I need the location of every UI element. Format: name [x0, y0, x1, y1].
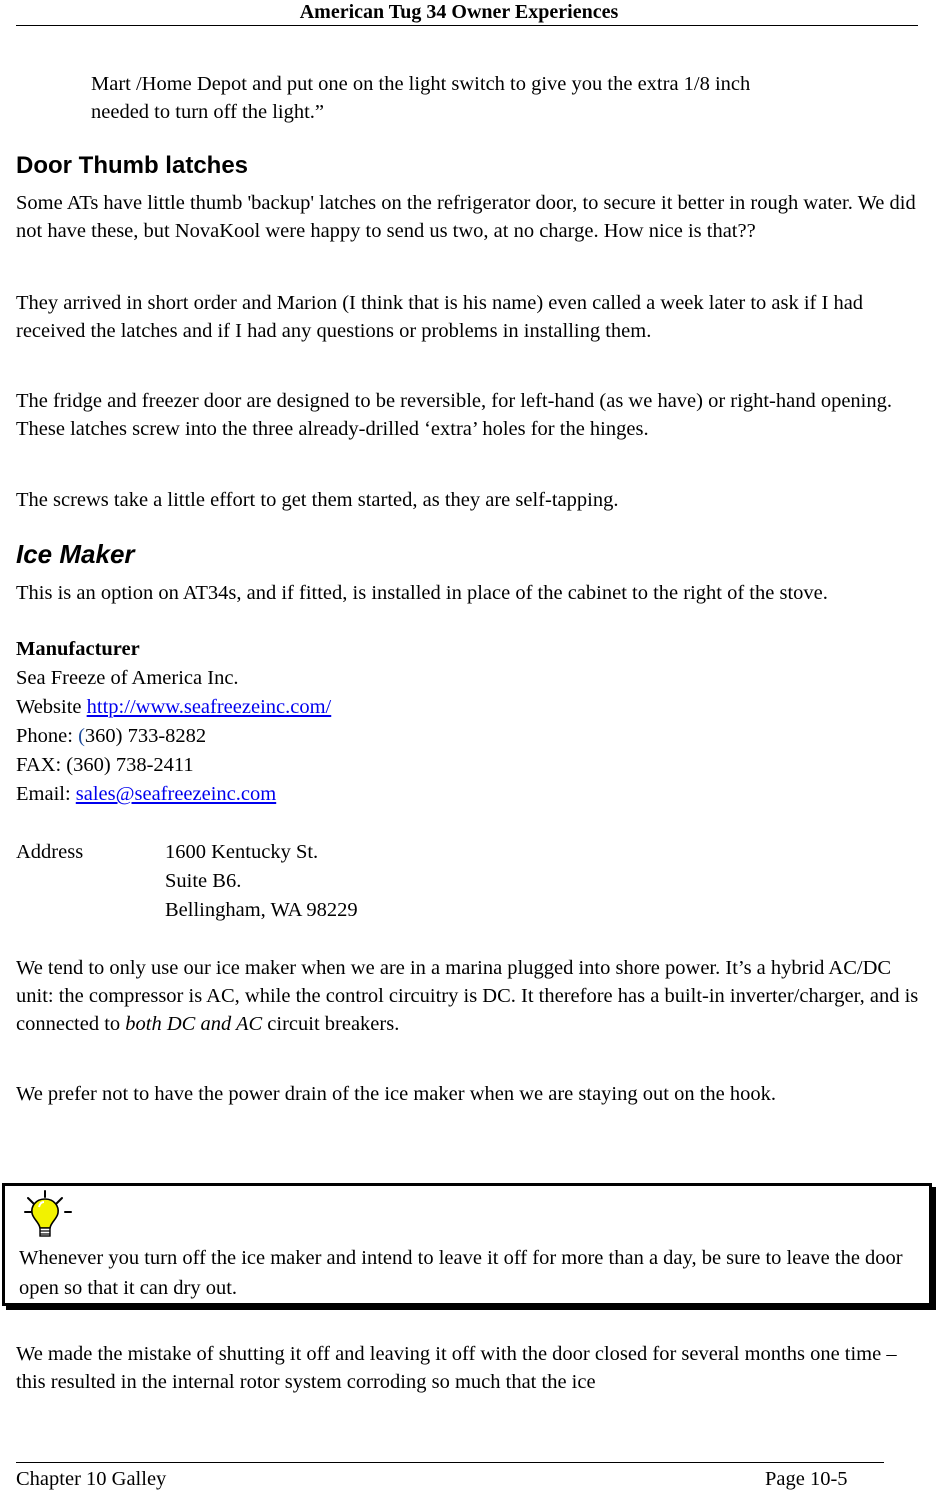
- manufacturer-label: Manufacturer: [16, 638, 140, 660]
- ice-maker-para-4: We made the mistake of shutting it off and leaving it off with the door closed for several months one time – this resulted in the internal rotor system corroding so much that the ice: [16, 1343, 897, 1393]
- address-label: Address: [16, 841, 84, 863]
- website-link[interactable]: http://www.seafreezeinc.com/: [86, 696, 332, 718]
- email-line: [16, 780, 276, 809]
- para-2-emphasis: both DC and AC: [125, 1013, 263, 1035]
- address-line-2: Suite B6.: [165, 870, 242, 892]
- page-header-title: American Tug 34 Owner Experiences: [299, 1, 619, 23]
- phone-number: 360) 733-8282: [84, 725, 207, 747]
- phone-paren: (: [78, 725, 85, 747]
- company-name: Sea Freeze of America Inc.: [16, 667, 239, 689]
- tip-box: [2, 1183, 932, 1306]
- ice-maker-para-3: We prefer not to have the power drain of the ice maker when we are staying out on the hook.: [16, 1083, 776, 1105]
- footer-chapter: Chapter 10 Galley: [16, 1468, 167, 1490]
- website-label: Website: [16, 696, 87, 718]
- ice-maker-para-2: [16, 954, 920, 1038]
- para-2-text-b: circuit breakers.: [262, 1013, 400, 1035]
- para-2-text-a: We tend to only use our ice maker when we are in a marina plugged into shore power. It’s a hybrid AC/DC unit: the compressor is AC, while the control circuitry is DC. It therefore has a built-in inverter/charger, and is connected to: [16, 957, 919, 1035]
- footer-page-number: Page 10-5: [765, 1468, 848, 1490]
- lightbulb-icon: [23, 1190, 75, 1242]
- fax-line: FAX: (360) 738-2411: [16, 754, 194, 776]
- heading-door-thumb-latches: Door Thumb latches: [16, 152, 249, 179]
- website-line: [16, 693, 331, 722]
- email-label: Email:: [16, 783, 76, 805]
- door-latches-para-3: The fridge and freezer door are designed to be reversible, for left-hand (as we have) or right-hand opening. These latches screw into the three already-drilled ‘extra’ holes for the hinges.: [16, 390, 892, 440]
- phone-line: [16, 722, 206, 751]
- tip-text: Whenever you turn off the ice maker and intend to leave it off for more than a day, be sure to leave the door open so that it can dry out.: [19, 1247, 903, 1299]
- door-latches-para-4: The screws take a little effort to get them started, as they are self-tapping.: [16, 489, 619, 511]
- door-latches-para-2: They arrived in short order and Marion (I think that is his name) even called a week later to ask if I had received the latches and if I had any questions or problems in installing them.: [16, 292, 864, 342]
- phone-label: Phone:: [16, 725, 79, 747]
- intro-line-2: needed to turn off the light.”: [91, 101, 325, 123]
- ice-maker-para-1: This is an option on AT34s, and if fitted, is installed in place of the cabinet to the right of the stove.: [16, 582, 828, 604]
- intro-line-1: Mart /Home Depot and put one on the light switch to give you the extra 1/8 inch: [91, 73, 751, 95]
- door-latches-para-1: Some ATs have little thumb 'backup' latches on the refrigerator door, to secure it better in rough water. We did not have these, but NovaKool were happy to send us two, at no charge. How nice is that??: [16, 192, 916, 242]
- address-line-3: Bellingham, WA 98229: [165, 899, 358, 921]
- address-line-1: 1600 Kentucky St.: [165, 841, 319, 863]
- email-link[interactable]: sales@seafreezeinc.com: [75, 783, 277, 805]
- footer-rule: [16, 1462, 884, 1463]
- heading-ice-maker: Ice Maker: [16, 539, 135, 569]
- header-rule: [16, 25, 918, 26]
